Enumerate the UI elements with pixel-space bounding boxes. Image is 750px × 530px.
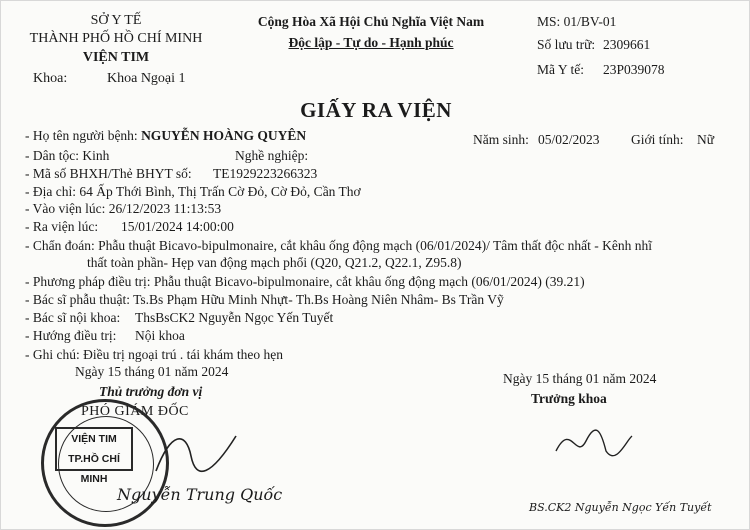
diagnosis-label: - Chẩn đoán:: [25, 238, 99, 253]
admission-row: [25, 201, 221, 217]
address-value: 64 Ấp Thới Bình, Thị Trấn Cờ Đỏ, Cờ Đỏ, Cần Thơ: [79, 184, 361, 199]
seal-line-1: VIỆN TIM: [71, 433, 117, 445]
department-label: Khoa:: [33, 71, 68, 86]
right-signer-name: BS.CK2 Nguyễn Ngọc Yến Tuyết: [529, 501, 712, 514]
signature-scribble-right: [546, 411, 636, 471]
right-sign-role: Trưởng khoa: [531, 391, 607, 406]
admission-value: 26/12/2023 11:13:53: [108, 201, 222, 216]
patient-name-value: NGUYỄN HOÀNG QUYÊN: [141, 128, 307, 143]
discharge-row: [25, 219, 98, 235]
surgeon-value: Ts.Bs Phạm Hữu Minh Nhựt- Th.Bs Hoàng Niên Nhâm- Bs Trần Vỹ: [133, 292, 504, 307]
document-title: GIẤY RA VIỆN: [300, 98, 452, 122]
city-name: THÀNH PHỐ HỒ CHÍ MINH: [29, 31, 203, 46]
treatment-row: [25, 274, 585, 290]
diagnosis-line2: thất toàn phần- Hẹp van động mạch phổi (Q20, Q21.2, Q22.1, Z95.8): [87, 255, 462, 270]
form-code: MS: 01/BV-01: [537, 14, 617, 29]
left-sign-date: Ngày 15 tháng 01 năm 2024: [75, 364, 229, 379]
direction-row: [25, 328, 116, 344]
ethnicity-value: Kinh: [82, 148, 110, 163]
medical-code-label: Mã Y tế:: [537, 62, 584, 77]
dept-health: SỞ Y TẾ: [90, 13, 142, 28]
patient-name-row: [25, 128, 306, 144]
occupation-label: Nghề nghiệp:: [235, 148, 309, 163]
birth-date-value: 05/02/2023: [538, 132, 600, 147]
surgeon-label: - Bác sĩ phẫu thuật:: [25, 292, 134, 307]
gender-value: Nữ: [697, 132, 715, 147]
hospital-name: VIỆN TIM: [82, 50, 150, 65]
ethnicity-row: [25, 148, 109, 164]
discharge-label: - Ra viện lúc:: [25, 219, 99, 234]
direction-value: Nội khoa: [135, 328, 185, 343]
admission-label: - Vào viện lúc:: [25, 201, 109, 216]
medical-code-value: 23P039078: [603, 62, 665, 77]
address-row: [25, 184, 361, 200]
note-row: [25, 347, 283, 363]
seal-line-2: TP.HỒ CHÍ MINH: [68, 453, 120, 485]
note-value: Điều trị ngoại trú . tái khám theo hẹn: [83, 347, 283, 362]
internal-doctor-label: - Bác sĩ nội khoa:: [25, 310, 121, 325]
gender-label: Giới tính:: [631, 132, 684, 147]
national-motto: Độc lập - Tự do - Hạnh phúc: [288, 35, 454, 50]
address-label: - Địa chỉ:: [25, 184, 80, 199]
diagnosis-line1: Phẫu thuật Bicavo-bipulmonaire, cắt khâu ống động mạch (06/01/2024)/ Tâm thất độc nhất - Kênh nhĩ: [98, 238, 653, 253]
surgeon-row: [25, 292, 504, 308]
insurance-row: [25, 166, 192, 182]
treatment-value: Phẫu thuật Bicavo-bipulmonaire, cắt khâu ống động mạch (06/01/2024) (39.21): [153, 274, 585, 289]
seal-text-box: [55, 427, 133, 485]
left-signer-name: Nguyễn Trung Quốc: [117, 485, 283, 504]
diagnosis-row: [25, 238, 652, 254]
insurance-label: - Mã số BHXH/Thẻ BHYT số:: [25, 166, 192, 181]
internal-doctor-row: [25, 310, 120, 326]
archive-number-value: 2309661: [603, 37, 651, 52]
insurance-value: TE1929223266323: [213, 166, 318, 181]
archive-number-label: Số lưu trữ:: [537, 37, 596, 52]
national-title: Cộng Hòa Xã Hội Chủ Nghĩa Việt Nam: [257, 14, 485, 29]
ethnicity-label: - Dân tộc:: [25, 148, 83, 163]
birth-date-label: Năm sinh:: [473, 132, 529, 147]
treatment-label: - Phương pháp điều trị:: [25, 274, 154, 289]
discharge-value: 15/01/2024 14:00:00: [121, 219, 234, 234]
signature-scribble-left: [151, 421, 241, 481]
patient-name-label: - Họ tên người bệnh:: [25, 128, 142, 143]
direction-label: - Hướng điều trị:: [25, 328, 117, 343]
note-label: - Ghi chú:: [25, 347, 84, 362]
right-sign-date: Ngày 15 tháng 01 năm 2024: [503, 371, 657, 386]
department-value: Khoa Ngoại 1: [107, 71, 186, 86]
left-sign-role: Thủ trưởng đơn vị: [99, 384, 203, 399]
left-sign-title: PHÓ GIÁM ĐỐC: [81, 404, 189, 419]
internal-doctor-value: ThsBsCK2 Nguyễn Ngọc Yến Tuyết: [135, 310, 334, 325]
